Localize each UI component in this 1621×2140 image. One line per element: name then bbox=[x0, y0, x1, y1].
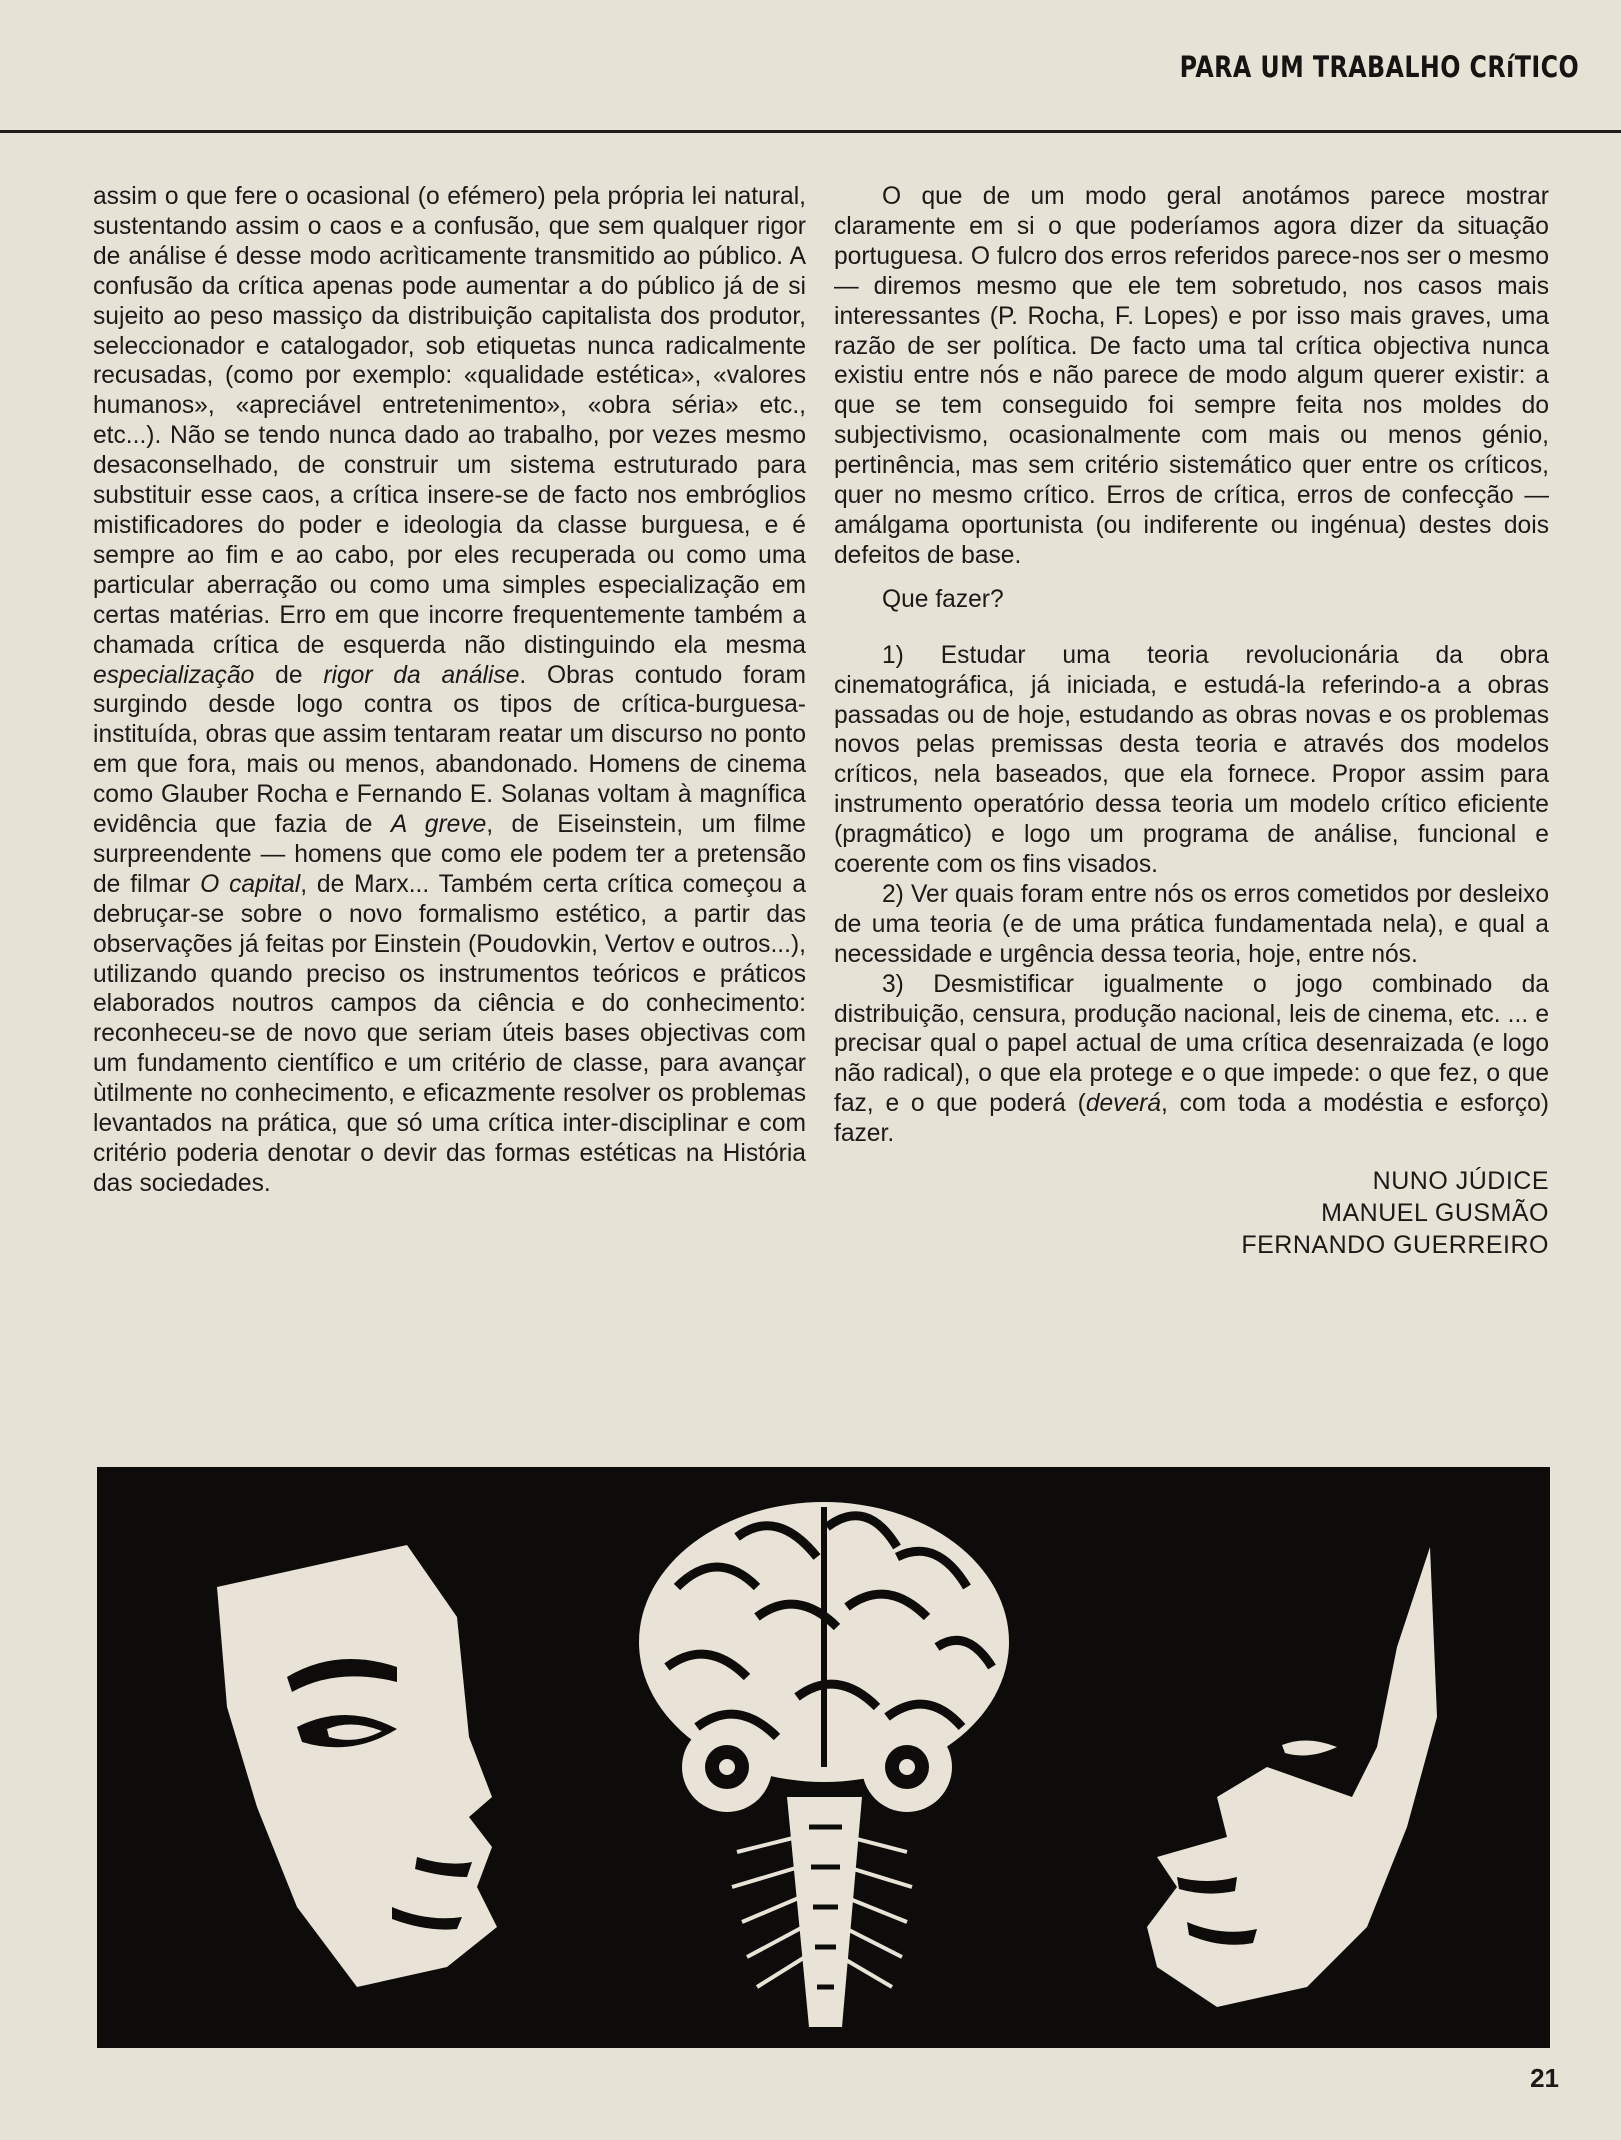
text-run: de bbox=[275, 661, 303, 689]
italic-term: especialização bbox=[93, 661, 255, 689]
list-item-3 bbox=[834, 970, 1549, 1149]
header-rule bbox=[0, 130, 1621, 133]
list-item-1: 1) Estudar uma teoria revolucionária da obra cinematográfica, já iniciada, e estudá-la referindo-a a obras passadas ou de hoje, estudando as obras novas e os problemas novos pelas premissas desta teoria e através dos modelos críticos, nela baseados, que ela fornece. Propor assim para instrumento operatório dessa teoria um modelo crítico eficiente (pragmático) e logo um programa de análise, funcional e coerente com os fins visados. bbox=[834, 641, 1549, 879]
author-name: MANUEL GUSMÃO bbox=[1321, 1199, 1549, 1228]
text-run: , com toda a modéstia e esforço) fazer. bbox=[834, 1090, 1549, 1148]
italic-film-title: A greve bbox=[390, 811, 487, 839]
text-run: , de Marx... Também certa crítica começou a debruçar-se sobre o novo formalismo estético, a partir das observações já feitas por Einstein (Poudovkin, Vertov e outros...), utilizando quando preciso os instrumentos teóricos e práticos elaborados noutros campos da ciência e do conhecimento: reconheceu-se de novo que seriam úteis bases objectivas com um fundamento científico e um critério de classe, para avançar ùtilmente no conhecimento, e eficazmente resolver os problemas levantados na prática, que só uma crítica inter-disciplinar e com critério poderia denotar o devir das formas estéticas na História das sociedades. bbox=[93, 870, 806, 1197]
brain-faces-illustration bbox=[97, 1467, 1550, 2048]
text-run: 3) Desmistificar igualmente o jogo combinado da distribuição, censura, produção nacional, leis de cinema, etc. ... e precisar qual o papel actual de uma crítica desenraizada (e logo não radical), o que ela protege e o que impede: o que fez, o que faz, e o que poderá ( bbox=[834, 970, 1549, 1118]
right-paragraph-1: O que de um modo geral anotámos parece mostrar claramente em si o que poderíamos agora dizer da situação portuguesa. O fulcro dos erros referidos parece-nos ser o mesmo — diremos mesmo que ele tem sobretudo, nos casos mais interessantes (P. Rocha, F. Lopes) e por isso mais graves, uma razão de ser política. De facto uma tal crítica objectiva nunca existiu entre nós e não parece de modo algum querer existir: a que se tem conseguido foi sempre feita nos moldes do subjectivismo, ocasionalmente com mais ou menos génio, pertinência, mas sem critério sistemático quer entre os críticos, quer no mesmo crítico. Erros de crítica, erros de confecção — amálgama oportunista (ou indiferente ou ingénua) destes dois defeitos de base. bbox=[834, 183, 1549, 569]
left-paragraph bbox=[93, 182, 806, 1199]
running-title: PARA UM TRABALHO CRíTICO bbox=[1179, 50, 1579, 84]
author-signatures bbox=[834, 1165, 1549, 1261]
italic-term: deverá bbox=[1085, 1090, 1162, 1118]
italic-term: rigor da análise bbox=[323, 661, 520, 689]
question-line: Que fazer? bbox=[882, 585, 1004, 613]
page-number: 21 bbox=[1530, 2063, 1559, 2093]
text-run: . Obras contudo foram surgindo desde logo contra os tipos de crítica-burguesa-instituída, obras que assim tentaram reatar um discurso no ponto em que fora, mais ou menos, abandonado. Homens de cinema como Glauber Rocha e Fernando E. Solanas voltam à magnífica evidência que fazia de bbox=[93, 661, 806, 839]
left-column bbox=[93, 182, 806, 1199]
text-run: assim o que fere o ocasional (o efémero) pela própria lei natural, sustentando assim o caos e a confusão, que sem qualquer rigor de análise é desse modo acrìticamente transmitido ao público. A confusão da crítica apenas pode aumentar a do público já de si sujeito ao peso massiço da distribuição capitalista dos produtor, seleccionador e catalogador, sob etiquetas nunca radicalmente recusadas, (como por exemplo: «qualidade estética», «valores humanos», «apreciável entretenimento», «obra séria» etc., etc...). Não se tendo nunca dado ao trabalho, por vezes mesmo desaconselhado, de construir um sistema estruturado para substituir esse caos, a crítica insere-se de facto nos embróglios mistificadores do poder e ideologia da classe burguesa, e é sempre ao fim e ao cabo, por eles recuperada ou como uma particular aberração ou como uma simples especialização em certas matérias. Erro em que incorre frequentemente também a chamada crítica de esquerda não distinguindo ela mesma bbox=[93, 183, 806, 659]
text-run: , de Eiseinstein, um filme surpreendente — homens que como ele podem ter a pretensão de filmar bbox=[93, 811, 806, 898]
right-column bbox=[834, 182, 1549, 1261]
illustration-svg bbox=[97, 1467, 1550, 2048]
list-item-2: 2) Ver quais foram entre nós os erros cometidos por desleixo de uma teoria (e de uma prática fundamentada nela), e qual a necessidade e urgência dessa teoria, hoje, entre nós. bbox=[834, 880, 1549, 968]
author-name: NUNO JÚDICE bbox=[1372, 1167, 1549, 1196]
italic-book-title: O capital bbox=[200, 870, 301, 898]
author-name: FERNANDO GUERREIRO bbox=[1241, 1231, 1549, 1260]
